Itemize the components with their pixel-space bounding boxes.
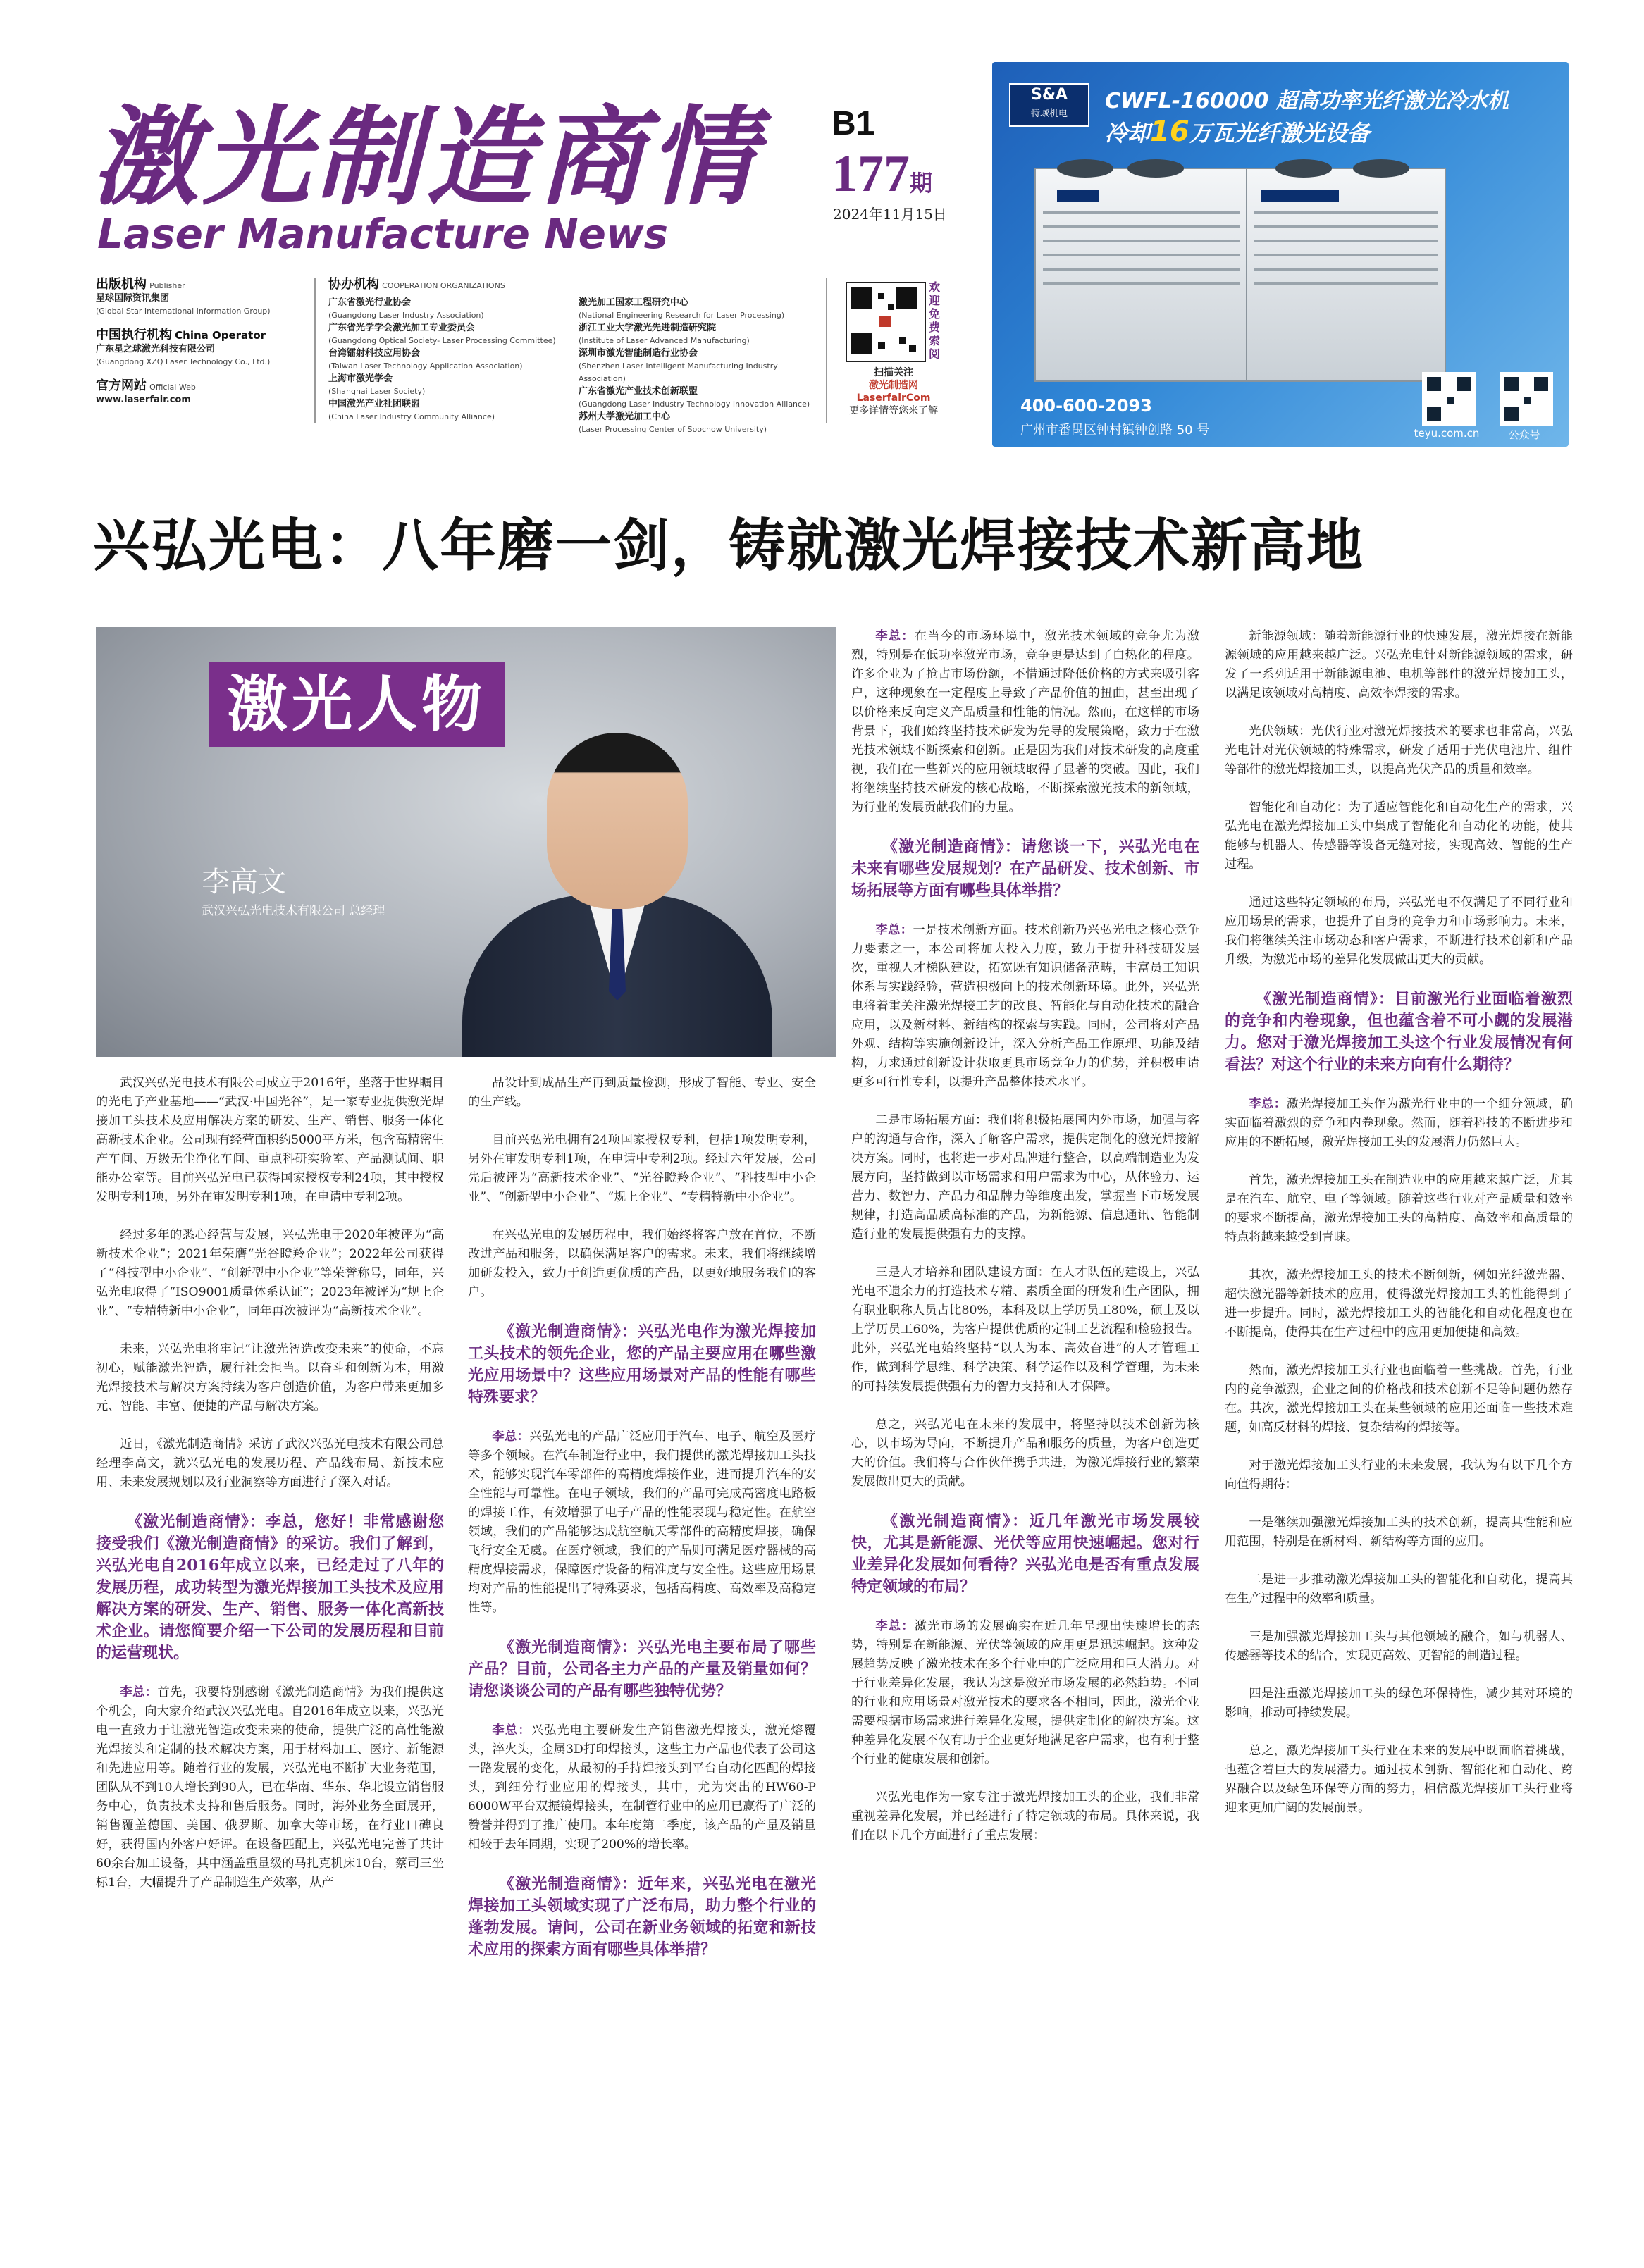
section-label: B1 <box>832 105 875 142</box>
speaker-label: 李总： <box>875 923 913 937</box>
body-paragraph: 二是进一步推动激光焊接加工头的智能化和自动化，提高其在生产过程中的效率和质量。 <box>1225 1573 1573 1606</box>
coop-label: 协办机构 <box>328 277 379 292</box>
interview-answer <box>851 627 1199 817</box>
coop-item: 深圳市激光智能制造行业协会 (Shenzhen Laser Intelligent Manufacturing Industry Association) <box>579 348 778 383</box>
interview-answer <box>1225 1095 1573 1152</box>
answer-text: 激光焊接加工头作为激光行业中的一个细分领域，确实面临着激烈的竞争和内卷现象。然而，随着科技的不断进步和应用的不断拓展，激光焊接加工头的发展潜力仍然巨大。 <box>1225 1097 1573 1149</box>
interview-question: 《激光制造商情》：兴弘光电作为激光焊接加工头技术的领先企业，您的产品主要应用在哪些激光应用场景中？这些应用场景对产品的性能有哪些特殊要求？ <box>468 1322 816 1406</box>
body-paragraph: 目前兴弘光电拥有24项国家授权专利，包括1项发明专利，另外在审发明专利1项，在申请中专利2项。经过六年发展，公司先后被评为“高新技术企业”、“光谷瞪羚企业”、“科技型中小企业”、“创新型中小企业”、“规上企业”、“专精特新中小企业”。 <box>468 1133 816 1204</box>
body-paragraph: 智能化和自动化：为了适应智能化和自动化生产的需求，兴弘光电在激光焊接加工头中集成了智能化和自动化的功能，使其能够与机器人、传感器等设备无缝对接，实现高效、智能的生产过程。 <box>1225 800 1573 872</box>
coop-label-en: COOPERATION ORGANIZATIONS <box>382 281 505 290</box>
advertisement[interactable] <box>992 62 1569 447</box>
issue-number <box>832 144 932 204</box>
body-paragraph: 四是注重激光焊接加工头的绿色环保特性，减少其对环境的影响，推动可持续发展。 <box>1225 1687 1573 1720</box>
divider <box>314 278 316 423</box>
body-paragraph: 对于激光焊接加工头行业的未来发展，我认为有以下几个方向值得期待： <box>1225 1458 1573 1492</box>
coop-item: 广东省光学学会激光加工专业委员会 (Guangdong Optical Society- Laser Processing Committee) <box>328 323 556 345</box>
coop-item: 上海市激光学会 (Shanghai Laser Society) <box>328 373 426 396</box>
body-paragraph: 二是市场拓展方面：我们将积极拓展国内外市场，加强与客户的沟通与合作，深入了解客户需求，提供定制化的激光焊接解决方案。同时，也将进一步对品牌进行整合，以高端制造业为发展方向，坚持做到以市场需求和用户需求为中心，从体验力、运营力、数智力、产品力和品牌力等维度出发，掌握当下市场发展规律，打造高品质高标准的产品，为新能源、信息通讯、智能制造行业的发展提供强有力的支撑。 <box>851 1113 1199 1241</box>
person-figure-head <box>547 733 688 909</box>
body-paragraph: 总之，兴弘光电在未来的发展中，将坚持以技术创新为核心，以市场为导向，不断提升产品和服务的质量，为客户创造更大的价值。我们将与合作伙伴携手共进，为激光焊接行业的繁荣发展做出更大的贡献。 <box>851 1418 1199 1489</box>
web-url[interactable]: www.laserfair.com <box>96 395 191 405</box>
scan-site: 激光制造网 LaserfairCom <box>856 380 931 404</box>
scan-more: 更多详情等您来了解 <box>849 405 938 416</box>
answer-text: 在当今的市场环境中，激光技术领域的竞争尤为激烈，特别是在低功率激光市场，竞争更是达到了白热化的程度。许多企业为了抢占市场份额，不惜通过降低价格的方式来吸引客户，这种现象在一定程度上导致了产品价值的扭曲，甚至出现了以价格来反向定义产品质量和性能的情况。然而，在这样的市场背景下，我们始终坚持技术研发为先导的发展策略，致力于在激光技术领域不断探索和创新。正是因为我们对技术研发的高度重视，我们在一些新兴的应用领域取得了显著的突破。因此，我们将继续坚持技术研发的核心战略，不断探索激光技术的新领域，为行业的发展贡献我们的力量。 <box>851 629 1199 814</box>
masthead-logo-en: Laser Manufacture News <box>97 210 669 258</box>
scan-caption <box>837 366 950 417</box>
ad-qr-website[interactable] <box>1422 372 1476 426</box>
free-subscription-tag: 欢迎免费索阅 <box>929 280 941 361</box>
interview-answer <box>468 1721 816 1854</box>
publisher-block <box>96 278 307 407</box>
coop-list-2 <box>579 297 818 436</box>
operator-label: 中国执行机构 <box>96 328 172 342</box>
speaker-label: 李总： <box>120 1685 158 1699</box>
section-banner: 激光人物 <box>209 662 505 747</box>
issue-suffix: 期 <box>910 171 933 196</box>
publisher-name-en: (Global Star International Information Group) <box>96 306 271 316</box>
ad-brand: S&A <box>1030 86 1068 104</box>
ad-subtitle: 冷却16万瓦光纤激光设备 <box>1105 116 1370 148</box>
answer-text: 兴弘光电的产品广泛应用于汽车、电子、航空及医疗等多个领域。在汽车制造行业中，我们提供的激光焊接加工头技术，能够实现汽车零部件的高精度焊接作业，进而提升汽车的安全性能与可靠性。在电子领域，我们的产品可完成高密度电路板的焊接工作，有效增强了电子产品的性能表现与稳定性。在航空领域，我们的产品能够达成航空航天零部件的高精度焊接，确保飞行安全无虞。在医疗领域，我们的产品则可满足医疗器械的高精度焊接需求，保障医疗设备的精准度与安全性。这些应用场景均对产品的性能提出了特殊要求，包括高精度、高效率及高稳定性等。 <box>468 1430 816 1615</box>
speaker-label: 李总： <box>492 1430 530 1444</box>
speaker-label: 李总： <box>875 1619 915 1633</box>
web-label-en: Official Web <box>149 383 196 392</box>
answer-text: 一是技术创新方面。技术创新乃兴弘光电之核心竞争力要素之一，本公司将加大投入力度，致力于提升科技研发层次，重视人才梯队建设，拓宽既有知识储备范畴，丰富员工知识体系与实践经验，营造积极向上的技术创新环境。此外，兴弘光电将着重关注激光焊接工艺的改良、智能化与自动化技术的融合应用，以及新材料、新结构的探索与实践。同时，公司将对产品外观、结构等实施创新设计，深入分析产品工作原理、功能及结构，力求通过创新设计获取更具市场竞争力的优势，并积极申请更多可行性专利，以提升产品整体技术水平。 <box>851 923 1199 1089</box>
body-paragraph: 一是继续加强激光焊接加工头的技术创新，提高其性能和应用范围，特别是在新材料、新结构等方面的应用。 <box>1225 1516 1573 1549</box>
interview-answer <box>96 1683 444 1892</box>
portrait-photo <box>96 627 836 1057</box>
body-paragraph: 经过多年的悉心经营与发展，兴弘光电于2020年被评为“高新技术企业”；2021年荣膺“光谷瞪羚企业”；2022年公司获得了“科技型中小企业”、“创新型中小企业”等荣誉称号，同年，兴弘光电取得了“ISO9001质量体系认证”；2023年被评为“规上企业”、“专精特新中小企业”，同年再次被评为“高新技术企业”。 <box>96 1228 444 1318</box>
operator-label-en: China Operator <box>175 329 266 342</box>
ad-qr-website-label: teyu.com.cn <box>1414 427 1480 440</box>
interview-answer <box>468 1427 816 1618</box>
coop-item: 台湾镭射科技应用协会 (Taiwan Laser Technology Application Association) <box>328 348 523 371</box>
body-paragraph: 首先，激光焊接加工头在制造业中的应用越来越广泛，尤其是在汽车、航空、电子等领域。随着这些行业对产品质量和效率的要求不断提高，激光焊接加工头的高精度、高效率和高质量的特点将越来越受到青睐。 <box>1225 1173 1573 1244</box>
interview-answer <box>851 1617 1199 1769</box>
text-column-2 <box>468 1074 816 1980</box>
body-paragraph: 近日，《激光制造商情》采访了武汉兴弘光电技术有限公司总经理李高文，就兴弘光电的发展历程、产品线布局、新技术应用、未来发展规划以及行业洞察等方面进行了深入对话。 <box>96 1437 444 1489</box>
speaker-label: 李总： <box>875 629 915 643</box>
ad-address: 广州市番禺区钟村镇钟创路 50 号 <box>1020 423 1210 438</box>
text-column-4 <box>1225 627 1573 1837</box>
ad-brand-cn: 特域机电 <box>1030 109 1068 119</box>
ad-qr-wechat[interactable] <box>1500 372 1553 426</box>
operator-name: 广东星之球激光科技有限公司 <box>96 344 216 354</box>
publisher-label: 出版机构 <box>96 277 147 292</box>
body-paragraph: 兴弘光电作为一家专注于激光焊接加工头的企业，我们非常重视差异化发展，并已经进行了特定领域的布局。具体来说，我们在以下几个方面进行了重点发展： <box>851 1790 1199 1842</box>
scan-label: 扫描关注 <box>874 367 913 378</box>
body-paragraph: 新能源领域：随着新能源行业的快速发展，激光焊接在新能源领域的应用越来越广泛。兴弘光电针对新能源领域的需求，研发了一系列适用于新能源电池、电机等部件的激光焊接加工头，以满足该领域对高精度、高效率焊接的需求。 <box>1225 629 1573 700</box>
speaker-label: 李总： <box>492 1723 531 1737</box>
body-paragraph: 未来，兴弘光电将牢记“让激光智造改变未来”的使命，不忘初心，赋能激光智造，履行社会担当。以奋斗和创新为本，用激光焊接技术与解决方案持续为客户创造价值，为客户带来更加多元、智能、丰富、便捷的产品与解决方案。 <box>96 1342 444 1413</box>
interview-question: 《激光制造商情》：请您谈一下，兴弘光电在未来有哪些发展规划？在产品研发、技术创新、市场拓展等方面有哪些具体举措？ <box>851 838 1199 900</box>
coop-list-1 <box>328 297 557 436</box>
masthead-logo-cn: 激光制造商情 <box>92 95 760 220</box>
cooperation-block <box>328 278 822 436</box>
issue-date: 2024年11月15日 <box>833 206 947 223</box>
person-title: 武汉兴弘光电技术有限公司 总经理 <box>202 904 385 918</box>
body-paragraph: 通过这些特定领域的布局，兴弘光电不仅满足了不同行业和应用场景的需求，也提升了自身的竞争力和市场影响力。未来，我们将继续关注市场动态和客户需求，不断进行技术创新和产品升级，为激光市场的差异化发展做出更大的贡献。 <box>1225 896 1573 967</box>
interview-question: 《激光制造商情》：近几年激光市场发展较快，尤其是新能源、光伏等应用快速崛起。您对行业差异化发展如何看待？兴弘光电是否有重点发展特定领域的布局？ <box>851 1512 1199 1596</box>
article-headline: 兴弘光电：八年磨一剑，铸就激光焊接技术新高地 <box>93 512 1364 578</box>
interview-answer <box>851 921 1199 1092</box>
body-paragraph: 总之，激光焊接加工头行业在未来的发展中既面临着挑战，也蕴含着巨大的发展潜力。通过技术创新、智能化和自动化、跨界融合以及绿色环保等方面的努力，相信激光焊接加工头行业将迎来更加广阔的发展前景。 <box>1225 1744 1573 1815</box>
ad-qr-wechat-label: 公众号 <box>1508 428 1540 441</box>
body-paragraph: 光伏领域：光伏行业对激光焊接技术的要求也非常高，兴弘光电针对光伏领域的特殊需求，研发了适用于光伏电池片、组件等部件的激光焊接加工头，以提高光伏产品的质量和效率。 <box>1225 724 1573 776</box>
publisher-name: 星球国际资讯集团 <box>96 293 170 304</box>
coop-item: 浙江工业大学激光先进制造研究院 (Institute of Laser Advanced Manufacturing) <box>579 323 750 345</box>
publisher-label-en: Publisher <box>149 281 185 290</box>
body-paragraph: 三是人才培养和团队建设方面：在人才队伍的建设上，兴弘光电不遗余力的打造技术专精、素质全面的研发和生产团队，拥有职业职称人员占比80%，本科及以上学历员工80%，硕士及以上学历员工60%，为客户提供优质的定制工艺流程和检验报告。此外，兴弘光电始终坚持“以人为本、高效奋进”的人才管理工作，做到科学思维、科学决策、科学运作以及科学管理，为未来的可持续发展提供强有力的智力支持和人才保障。 <box>851 1265 1199 1394</box>
person-name: 李高文 <box>202 866 286 898</box>
coop-item: 广东省激光产业技术创新联盟 (Guangdong Laser Industry Technology Innovation Alliance) <box>579 386 810 409</box>
operator-name-en: (Guangdong XZQ Laser Technology Co., Ltd.) <box>96 357 271 366</box>
coop-item: 广东省激光行业协会 (Guangdong Laser Industry Association) <box>328 297 484 320</box>
ad-phone: 400-600-2093 <box>1020 396 1152 416</box>
interview-question: 《激光制造商情》：目前激光行业面临着激烈的竞争和内卷现象，但也蕴含着不可小觑的发展潜力。您对于激光焊接加工头这个行业发展情况有何看法？对这个行业的未来方向有什么期待？ <box>1225 990 1573 1074</box>
web-label: 官方网站 <box>96 378 147 393</box>
ad-brand-logo <box>1009 83 1089 127</box>
body-paragraph: 三是加强激光焊接加工头与其他领域的融合，如与机器人、传感器等技术的结合，实现更高效、更智能的制造过程。 <box>1225 1630 1573 1663</box>
answer-text: 激光市场的发展确实在近几年呈现出快速增长的态势，特别是在新能源、光伏等领域的应用更是迅速崛起。这种发展趋势反映了激光技术在多个行业中的广泛应用和巨大潜力。对于行业差异化发展，我认为这是激光市场发展的必然趋势。不同的行业和应用场景对激光技术的要求各不相同，因此，激光企业需要根据市场需求进行差异化发展，提供定制化的解决方案。这种差异化发展不仅有助于企业更好地满足客户需求，也有利于整个行业的健康发展和创新。 <box>851 1619 1199 1766</box>
text-column-1 <box>96 1074 444 1911</box>
body-paragraph: 其次，激光焊接加工头的技术不断创新，例如光纤激光器、超快激光器等新技术的应用，使得激光焊接加工头的性能得到了进一步提升。同时，激光焊接加工头的智能化和自动化程度也在不断提高，使得其在生产过程中的应用更加便捷和高效。 <box>1225 1268 1573 1339</box>
ad-title: CWFL-160000 超高功率光纤激光冷水机 <box>1105 89 1509 113</box>
coop-item: 苏州大学激光加工中心 (Laser Processing Center of Soochow University) <box>579 411 767 434</box>
answer-text: 首先，我要特别感谢《激光制造商情》为我们提供这个机会，向大家介绍武汉兴弘光电。自2016年成立以来，兴弘光电一直致力于让激光智造改变未来的使命，提供广泛的高性能激光焊接头和定制的技术解决方案，用于材料加工、医疗、新能源和先进应用等。随着行业的发展，兴弘光电不断扩大业务范围，团队从不到10人增长到90人，已在华南、华东、华北设立销售服务中心，负责技术支持和售后服务。同时，海外业务全面展开，销售覆盖德国、美国、俄罗斯、加拿大等市场，在行业口碑良好，获得国内外客户好评。在设备匹配上，兴弘光电完善了共计60余台加工设备，其中涵盖重量级的马扎克机床10台，蔡司三坐标1台，大幅提升了产品制造生产效率，从产 <box>96 1685 444 1890</box>
body-paragraph: 品设计到成品生产再到质量检测，形成了智能、专业、安全的生产线。 <box>468 1076 816 1109</box>
qr-code[interactable] <box>846 282 926 362</box>
coop-item: 中国激光产业社团联盟 (China Laser Industry Community Alliance) <box>328 399 495 421</box>
chiller-unit-right <box>1246 168 1446 382</box>
coop-item: 激光加工国家工程研究中心 (National Engineering Research for Laser Processing) <box>579 297 785 320</box>
interview-question: 《激光制造商情》：兴弘光电主要布局了哪些产品？目前，公司各主力产品的产量及销量如何？请您谈谈公司的产品有哪些独特优势？ <box>468 1638 816 1700</box>
body-paragraph: 在兴弘光电的发展历程中，我们始终将客户放在首位，不断改进产品和服务，以确保满足客户的需求。未来，我们将继续增加研发投入，致力于创造更优质的产品，以更好地服务我们的客户。 <box>468 1228 816 1299</box>
body-paragraph: 然而，激光焊接加工头行业也面临着一些挑战。首先，行业内的竞争激烈，企业之间的价格战和技术创新不足等问题仍然存在。其次，激光焊接加工头在某些领域的应用还面临一些技术难题，如高反材料的焊接、复杂结构的焊接等。 <box>1225 1363 1573 1434</box>
answer-text: 兴弘光电主要研发生产销售激光焊接头，激光熔覆头，淬火头，金属3D打印焊接头，这些主力产品也代表了公司这一路发展的变化，从最初的手持焊接头到平台自动化匹配的焊接头，到细分行业应用的焊接头，其中，尤为突出的HW60-P 6000W平台双振镜焊接头，在制管行业中的应用已赢得了广泛的赞誉并得到了推广使用。本年度第二季度，该产品的产量及销量相较于去年同期，实现了200%的增长率。 <box>468 1723 816 1852</box>
interview-question: 《激光制造商情》：李总，您好！非常感谢您接受我们《激光制造商情》的采访。我们了解到，兴弘光电自2016年成立以来，已经走过了八年的发展历程，成功转型为激光焊接加工头技术及应用解决方案的研发、生产、销售、服务一体化高新技术企业。请您简要介绍一下公司的发展历程和目前的运营现状。 <box>96 1513 444 1662</box>
speaker-label: 李总： <box>1249 1097 1287 1111</box>
text-column-3 <box>851 627 1199 1864</box>
interview-question: 《激光制造商情》：近年来，兴弘光电在激光焊接加工头领域实现了广泛布局，助力整个行业的蓬勃发展。请问，公司在新业务领域的拓宽和新技术应用的探索方面有哪些具体举措？ <box>468 1875 816 1959</box>
ad-subtitle-highlight: 16 <box>1150 116 1189 148</box>
chiller-unit-left <box>1034 168 1249 382</box>
divider <box>826 278 827 423</box>
body-paragraph: 武汉兴弘光电技术有限公司成立于2016年，坐落于世界瞩目的光电子产业基地——“武汉·中国光谷”，是一家专业提供激光焊接加工头技术及应用解决方案的研发、生产、销售、服务一体化高新技术企业。公司现有经营面积约5000平方米，包含高精密生产车间、万级无尘净化车间、重点科研实验室、产品测试间、职能办公室等。目前兴弘光电已获得国家授权专利24项，其中授权发明专利1项，另外在审发明专利1项，在申请中专利2项。 <box>96 1076 444 1204</box>
issue-number-value: 177 <box>832 145 910 203</box>
